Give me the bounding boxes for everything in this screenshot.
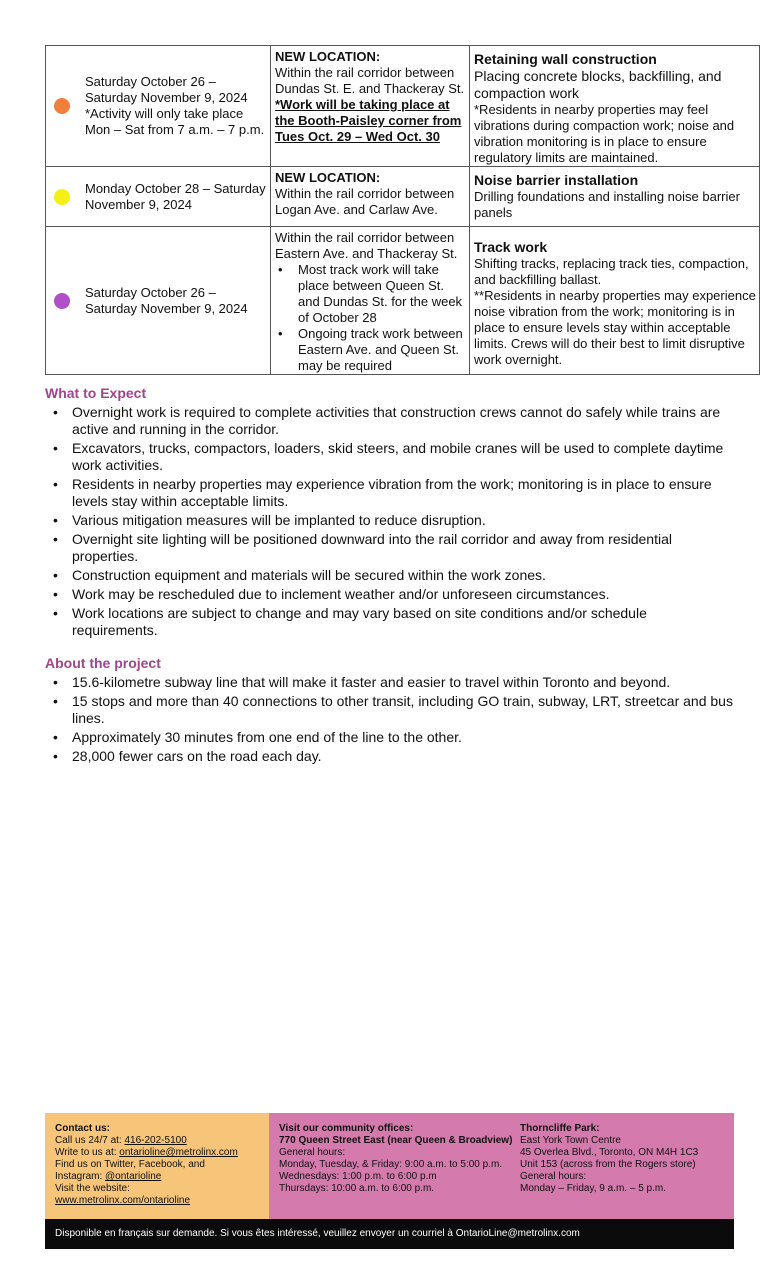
date-range: Saturday October 26 – Saturday November 9, 2024: [85, 284, 248, 316]
email-link[interactable]: ontarioline@metrolinx.com: [119, 1147, 238, 1158]
schedule-table: [45, 45, 760, 375]
thorncliffe-office: Thorncliffe Park: East York Town Centre 45 Overlea Blvd., Toronto, ON M4H 1C3 Unit 153 (across from the Rogers store) General hours: Monday – Friday, 9 a.m. – 5 p.m.: [520, 1123, 730, 1195]
list-item: • Excavators, trucks, compactors, loaders, skid steers, and mobile cranes will be used to complete daytime work activities.: [53, 440, 724, 473]
activity-text: Drilling foundations and installing noise barrier panels: [474, 189, 740, 220]
date-cell: [46, 167, 271, 227]
list-item: • Various mitigation measures will be implanted to reduce disruption.: [53, 512, 486, 528]
location-cell: [271, 167, 470, 227]
offices-panel: [269, 1113, 734, 1219]
section-title-expect: What to Expect: [45, 385, 147, 401]
location-bullets: [275, 262, 466, 374]
office-address: 770 Queen Street East (near Queen & Broadview): [279, 1135, 513, 1146]
activity-cell: [470, 167, 760, 227]
office-heading: Visit our community offices:: [279, 1123, 414, 1134]
contact-panel: Contact us: Call us 24/7 at: 416-202-5100 Write to us at: ontarioline@metrolinx.com Find us on Twitter, Facebook, and Instagram: @ontarioline Visit the website: www.metrolinx.com/ontarioline: [45, 1113, 269, 1219]
date-cell: [46, 227, 271, 375]
list-item: • Construction equipment and materials will be secured within the work zones.: [53, 567, 546, 583]
list-item: • Ongoing track work between Eastern Ave. and Queen St. may be required: [275, 326, 466, 374]
activity-title: Track work: [474, 239, 548, 255]
section-title-project: About the project: [45, 655, 161, 671]
orange-dot-icon: [54, 98, 70, 114]
activity-note: **Residents in nearby properties may experience noise vibration from the work; monitoring is in place to ensure levels stay within acceptable limits. Crews will do their best to limit disruptive work overnight.: [474, 288, 756, 367]
date-range: Saturday October 26 – Saturday November 9, 2024: [85, 74, 248, 105]
list-item: • Approximately 30 minutes from one end of the line to the other.: [53, 729, 462, 745]
list-item: • Work locations are subject to change and may vary based on site conditions and/or schedule requirements.: [53, 605, 647, 638]
french-notice: Disponible en français sur demande. Si vous êtes intéressé, veuillez envoyer un courriel à OntarioLine@metrolinx.com: [45, 1219, 734, 1249]
activity-cell: [470, 227, 760, 375]
list-item: • 15 stops and more than 40 connections to other transit, including GO train, subway, LRT, streetcar and bus lines.: [53, 693, 733, 726]
location-heading: NEW LOCATION:: [275, 49, 381, 64]
location-heading: NEW LOCATION:: [275, 170, 381, 185]
activity-cell: [470, 46, 760, 167]
activity-subtitle: Placing concrete blocks, backfilling, and compaction work: [474, 68, 722, 101]
social-handle-link[interactable]: @ontarioline: [105, 1171, 162, 1182]
contact-heading: Contact us:: [55, 1123, 110, 1134]
list-item: • Overnight work is required to complete activities that construction crews cannot do safely while trains are active and running in the corridor.: [53, 404, 721, 437]
yellow-dot-icon: [54, 189, 70, 205]
activity-title: Retaining wall construction: [474, 51, 657, 67]
list-item: • 15.6-kilometre subway line that will make it faster and easier to travel within Toronto and beyond.: [53, 674, 671, 690]
date-range: Monday October 28 – Saturday November 9, 2024: [85, 180, 266, 212]
location-text: Within the rail corridor between Dundas St. E. and Thackeray St.: [275, 65, 465, 96]
project-list: [45, 674, 735, 767]
location-cell: [271, 227, 470, 375]
activity-text: Shifting tracks, replacing track ties, compaction, and backfilling ballast.: [474, 256, 749, 287]
list-item: • 28,000 fewer cars on the road each day.: [53, 748, 322, 764]
footer: [45, 1113, 734, 1219]
activity-hours: Mon – Sat from 7 a.m. – 7 p.m.: [85, 122, 265, 137]
activity-note: *Activity will only take place: [85, 106, 244, 121]
date-cell: [46, 46, 271, 167]
purple-dot-icon: [54, 293, 70, 309]
website-link[interactable]: www.metrolinx.com/ontarioline: [55, 1195, 191, 1206]
table-row: [46, 167, 760, 227]
list-item: • Residents in nearby properties may experience vibration from the work; monitoring is in place to ensure levels stay within acceptable limits.: [53, 476, 712, 509]
table-row: [46, 46, 760, 167]
location-text: Within the rail corridor between Eastern Ave. and Thackeray St.: [275, 230, 458, 261]
expect-list: [45, 404, 735, 641]
location-emphasis: *Work will be taking place at the Booth-Paisley corner from Tues Oct. 29 – Wed Oct. 30: [275, 97, 462, 144]
community-office: Visit our community offices: 770 Queen Street East (near Queen & Broadview) General hours: Monday, Tuesday, & Friday: 9:00 a.m. to 5:00 p.m. Wednesdays: 1:00 p.m. to 6:00 p.m Thursdays: 10:00 a.m. to 6:00 p.m.: [279, 1123, 519, 1195]
list-item: • Work may be rescheduled due to inclement weather and/or unforeseen circumstances.: [53, 586, 610, 602]
table-row: [46, 227, 760, 375]
activity-note: *Residents in nearby properties may feel vibrations during compaction work; noise and vibration monitoring is in place to ensure regulatory limits are maintained.: [474, 102, 735, 165]
thorncliffe-heading: Thorncliffe Park:: [520, 1123, 600, 1134]
location-text: Within the rail corridor between Logan Ave. and Carlaw Ave.: [275, 186, 455, 217]
phone-link[interactable]: 416-202-5100: [124, 1135, 187, 1146]
list-item: • Overnight site lighting will be positioned downward into the rail corridor and away from residential properties.: [53, 531, 672, 564]
location-cell: [271, 46, 470, 167]
list-item: • Most track work will take place between Queen St. and Dundas St. for the week of October 28: [275, 262, 466, 326]
activity-title: Noise barrier installation: [474, 172, 639, 188]
